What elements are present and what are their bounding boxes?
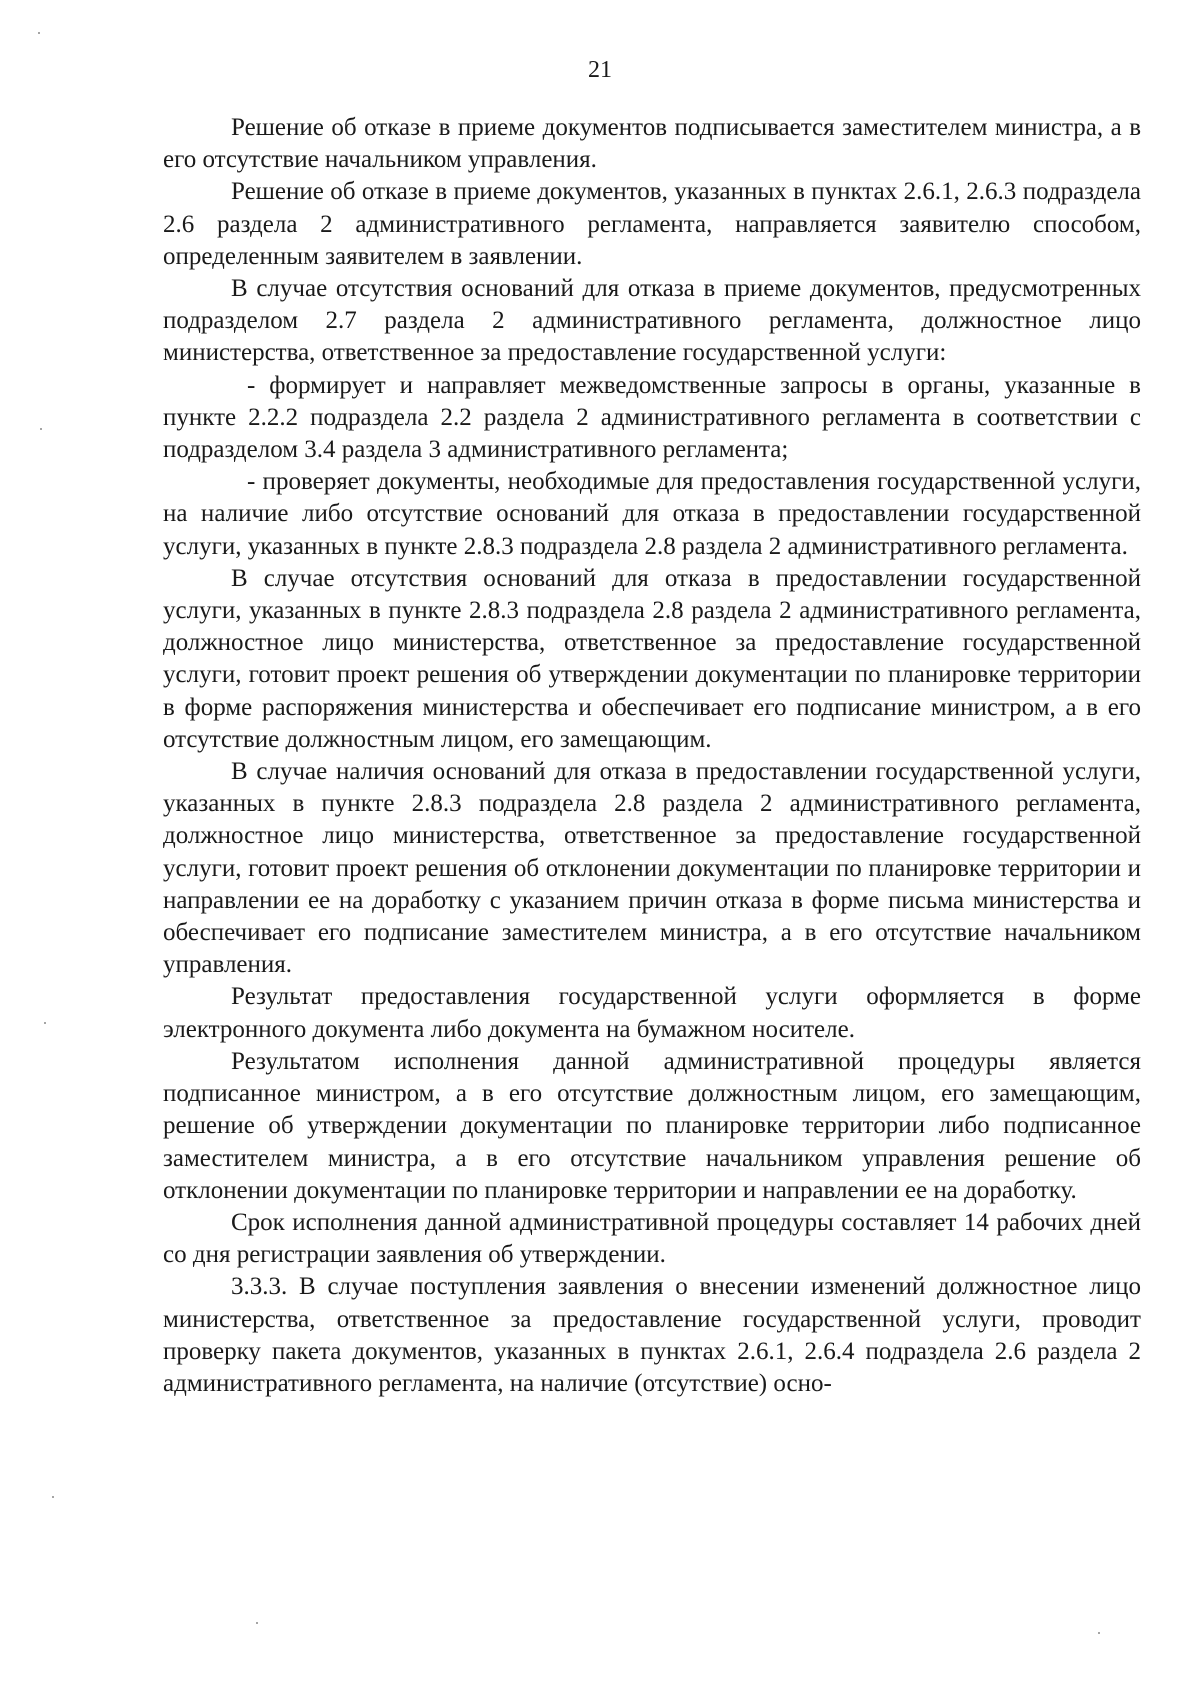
paragraph: 3.3.3. В случае поступления заявления о внесении изменений должностное лицо министерства, ответственное за предоставление государственной услуги, проводит проверку пакета документов, указанных в пунктах 2.6.1, 2.6.4 подраздела 2.6 раздела 2 административного регламента, на наличие (отсутствие) осно- xyxy=(163,1273,1141,1397)
paragraph: Результат предоставления государственной услуги оформляется в форме электронного документа либо документа на бумажном носителе. xyxy=(163,983,1141,1043)
paragraph: Решение об отказе в приеме документов подписывается заместителем министра, а в его отсутствие начальником управления. xyxy=(163,114,1141,174)
paragraph: Результатом исполнения данной административной процедуры является подписанное министром, а в его отсутствие должностным лицом, его замещающим, решение об утверждении документации по планировке территории либо подписанное заместителем министра, а в его отсутствие начальником управления решение об отклонении документации по планировке территории и направлении ее на доработку. xyxy=(163,1047,1141,1204)
scan-speck xyxy=(1098,1632,1100,1634)
paragraph: В случае отсутствия оснований для отказа в приеме документов, предусмотренных подразделом 2.7 раздела 2 административного регламента, должностное лицо министерства, ответственное за предоставление государственной услуги: xyxy=(163,275,1141,367)
scan-speck xyxy=(52,1496,54,1498)
paragraph: В случае отсутствия оснований для отказа в предоставлении государственной услуги, указанных в пункте 2.8.3 подраздела 2.8 раздела 2 административного регламента, должностное лицо министерства, ответственное за предоставление государственной услуги, готовит проект решения об утверждении документации по планировке территории в форме распоряжения министерства и обеспечивает его подписание министром, а в его отсутствие должностным лицом, его замещающим. xyxy=(163,564,1141,753)
list-item: - проверяет документы, необходимые для предоставления государственной услуги, на наличие либо отсутствие оснований для отказа в предоставлении государственной услуги, указанных в пункте 2.8.3 подраздела 2.8 раздела 2 административного регламента. xyxy=(163,468,1141,560)
list-item: - формирует и направляет межведомственные запросы в органы, указанные в пункте 2.2.2 подраздела 2.2 раздела 2 административного регламента в соответствии с подразделом 3.4 раздела 3 административного регламента; xyxy=(163,371,1141,464)
document-body xyxy=(163,112,1141,1400)
paragraph: Срок исполнения данной административной процедуры составляет 14 рабочих дней со дня регистрации заявления об утверждении. xyxy=(163,1208,1141,1269)
scan-speck xyxy=(40,428,42,430)
scan-speck xyxy=(44,1022,46,1024)
page-number: 21 xyxy=(588,57,612,83)
paragraph: В случае наличия оснований для отказа в предоставлении государственной услуги, указанных в пункте 2.8.3 подраздела 2.8 раздела 2 административного регламента, должностное лицо министерства, ответственное за предоставление государственной услуги, готовит проект решения об отклонении документации по планировке территории и направлении ее на доработку с указанием причин отказа в форме письма министерства и обеспечивает его подписание заместителем министра, а в его отсутствие начальником управления. xyxy=(163,758,1141,979)
scan-speck xyxy=(38,32,40,34)
paragraph: Решение об отказе в приеме документов, указанных в пунктах 2.6.1, 2.6.3 подраздела 2.6 раздела 2 административного регламента, направляется заявителю способом, определенным заявителем в заявлении. xyxy=(163,178,1141,270)
scan-speck xyxy=(256,1622,258,1624)
